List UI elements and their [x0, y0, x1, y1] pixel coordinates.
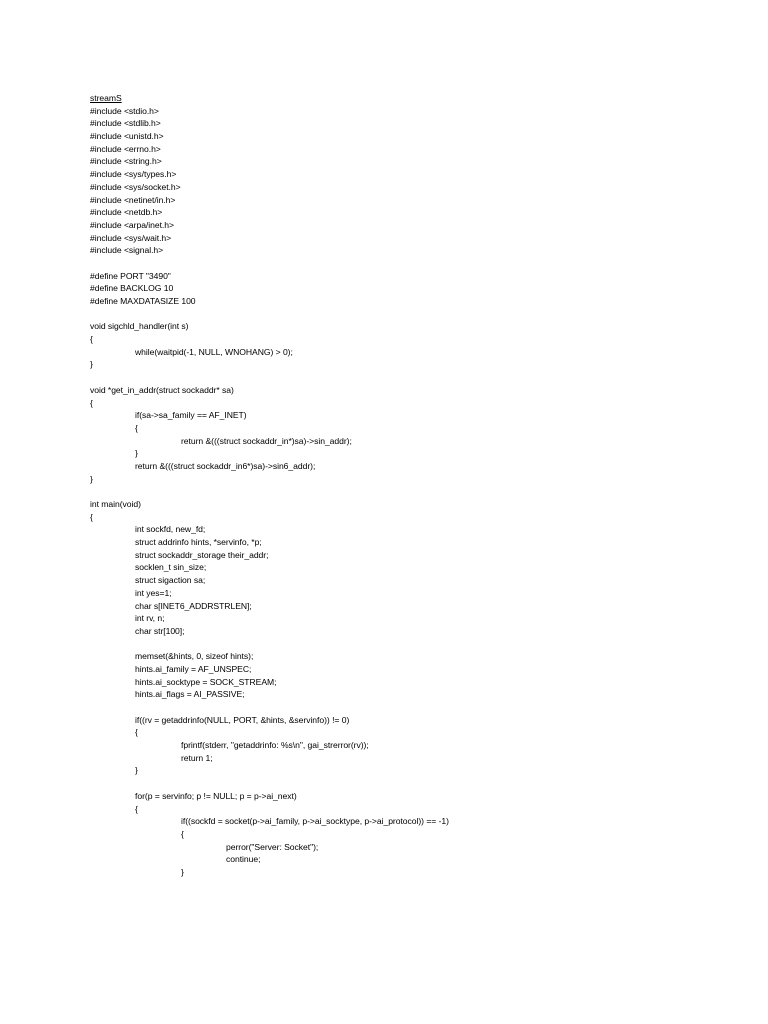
- code-line: return 1;: [181, 752, 213, 763]
- code-line: #include <unistd.h>: [90, 131, 164, 142]
- code-line: int main(void): [90, 499, 141, 509]
- code-line: return &(((struct sockaddr_in6*)sa)->sin6_addr);: [135, 460, 316, 471]
- blank-line: [90, 638, 730, 651]
- code-line: hints.ai_family = AF_UNSPEC;: [135, 663, 252, 674]
- code-line: }: [135, 765, 138, 776]
- code-line: {: [135, 422, 138, 433]
- code-line: void *get_in_addr(struct sockaddr* sa): [90, 384, 234, 395]
- code-line: {: [90, 334, 93, 345]
- code-line: hints.ai_socktype = SOCK_STREAM;: [135, 676, 277, 687]
- blank-line: [90, 257, 730, 270]
- code-line: }: [135, 448, 138, 459]
- blank-line: [90, 485, 730, 498]
- code-line: struct addrinfo hints, *servinfo, *p;: [135, 537, 262, 548]
- code-line: {: [90, 511, 93, 522]
- code-line: {: [181, 828, 184, 839]
- code-line: #include <sys/wait.h>: [90, 232, 172, 243]
- code-document: [90, 92, 730, 879]
- code-line: #include <sys/socket.h>: [90, 181, 181, 192]
- code-line: struct sockaddr_storage their_addr;: [135, 549, 269, 560]
- document-title: streamS: [90, 93, 122, 103]
- code-line: socklen_t sin_size;: [135, 562, 207, 573]
- code-line: continue;: [226, 854, 261, 865]
- code-line: #define BACKLOG 10: [90, 283, 174, 294]
- code-line: {: [135, 803, 138, 814]
- code-line: hints.ai_flags = AI_PASSIVE;: [135, 689, 245, 700]
- code-line: }: [181, 866, 184, 877]
- code-line: #include <stdio.h>: [90, 105, 159, 116]
- code-line: #include <errno.h>: [90, 143, 161, 154]
- code-line: #include <signal.h>: [90, 245, 164, 256]
- code-line: #include <sys/types.h>: [90, 169, 177, 180]
- code-line: if((rv = getaddrinfo(NULL, PORT, &hints, &servinfo)) != 0): [135, 714, 350, 725]
- blank-line: [90, 777, 730, 790]
- code-line: struct sigaction sa;: [135, 575, 206, 586]
- code-line: perror("Server: Socket");: [226, 841, 319, 852]
- code-line: #define PORT "3490": [90, 270, 171, 281]
- code-line: for(p = servinfo; p != NULL; p = p->ai_next): [135, 790, 297, 801]
- code-line: return &(((struct sockaddr_in*)sa)->sin_addr);: [181, 435, 352, 446]
- code-line: while(waitpid(-1, NULL, WNOHANG) > 0);: [135, 346, 293, 357]
- code-line: #include <stdlib.h>: [90, 118, 161, 129]
- code-line: {: [135, 727, 138, 738]
- code-line: }: [90, 359, 93, 370]
- code-listing: [90, 105, 730, 879]
- blank-line: [90, 308, 730, 321]
- code-line: {: [90, 397, 93, 408]
- code-line: #include <netdb.h>: [90, 207, 163, 218]
- blank-line: [90, 371, 730, 384]
- blank-line: [90, 701, 730, 714]
- code-line: char s[INET6_ADDRSTRLEN];: [135, 600, 252, 611]
- code-line: #define MAXDATASIZE 100: [90, 296, 196, 306]
- code-line: }: [90, 473, 93, 484]
- code-line: if(sa->sa_family == AF_INET): [135, 410, 247, 421]
- code-line: if((sockfd = socket(p->ai_family, p->ai_socktype, p->ai_protocol)) == -1): [181, 816, 449, 827]
- code-line: int sockfd, new_fd;: [135, 524, 206, 535]
- code-line: int rv, n;: [135, 613, 165, 624]
- code-line: #include <arpa/inet.h>: [90, 219, 174, 230]
- code-line: #include <string.h>: [90, 156, 162, 167]
- code-line: fprintf(stderr, "getaddrinfo: %s\n", gai_strerror(rv));: [181, 740, 369, 751]
- code-line: void sigchld_handler(int s): [90, 321, 189, 332]
- code-line: memset(&hints, 0, sizeof hints);: [135, 651, 254, 662]
- code-line: char str[100];: [135, 625, 185, 636]
- code-line: #include <netinet/in.h>: [90, 194, 176, 205]
- code-line: int yes=1;: [135, 587, 172, 598]
